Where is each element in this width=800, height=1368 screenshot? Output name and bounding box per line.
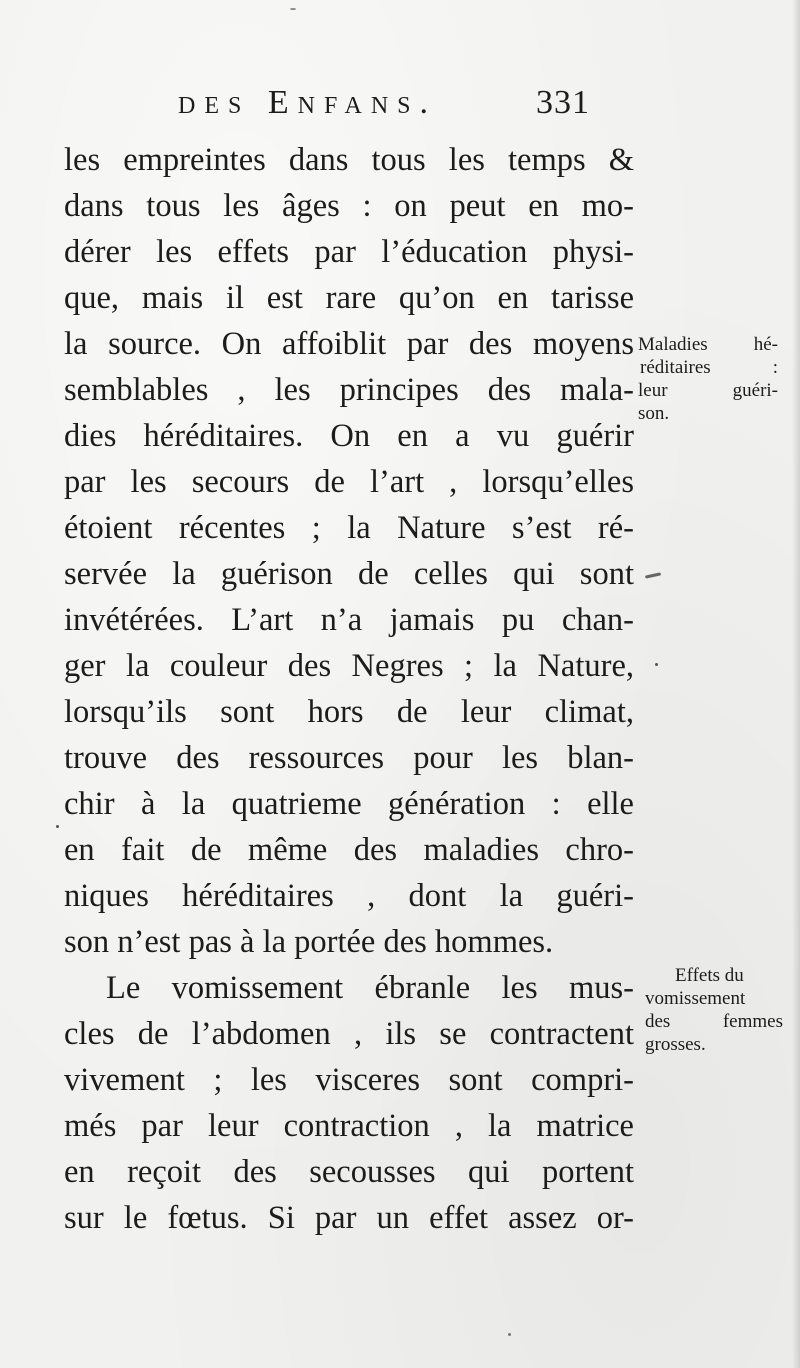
page-number: 331 — [536, 84, 590, 121]
text-line: ger la couleur des Negres ; la Nature, — [64, 648, 634, 684]
text-line: dans tous les âges : on peut en mo- — [64, 188, 634, 224]
text-line: més par leur contraction , la matrice — [64, 1108, 634, 1144]
ink-speck — [56, 825, 59, 828]
margin-note-line: son. — [638, 403, 670, 424]
text-line: dies héréditaires. On en a vu guérir — [64, 418, 634, 454]
text-line: en fait de même des maladies chro- — [64, 832, 634, 868]
margin-note-vomiting-effects — [645, 964, 783, 1056]
text-line: étoient récentes ; la Nature s’est ré- — [64, 510, 634, 546]
text-line: servée la guérison de celles qui sont — [64, 556, 634, 592]
margin-note-line: grosses. — [645, 1034, 706, 1055]
text-line: par les secours de l’art , lorsqu’elles — [64, 464, 634, 500]
margin-note-hereditary-diseases — [638, 333, 778, 425]
text-line: lorsqu’ils sont hors de leur climat, — [64, 694, 634, 730]
margin-note-line: des femmes — [645, 1011, 783, 1032]
running-head — [178, 84, 628, 134]
text-line: la source. On affoiblit par des moyens — [64, 326, 634, 362]
margin-note-line: réditaires : — [640, 357, 778, 378]
text-line: semblables , les principes des mala- — [64, 372, 634, 408]
text-line: vivement ; les visceres sont compri- — [64, 1062, 634, 1098]
ink-speck — [508, 1333, 511, 1336]
ink-speck — [645, 572, 661, 578]
margin-note-line: vomissement — [645, 988, 746, 1009]
body-text — [64, 137, 634, 1241]
text-line: dérer les effets par l’éducation physi- — [64, 234, 634, 270]
ink-speck — [655, 663, 658, 666]
text-line: niques héréditaires , dont la guéri- — [64, 878, 634, 914]
text-line: que, mais il est rare qu’on en tarisse — [64, 280, 634, 316]
text-line: les empreintes dans tous les temps & — [64, 142, 634, 178]
page-edge-shadow — [792, 0, 800, 1368]
margin-note-line: leur guéri- — [638, 380, 778, 401]
text-line: son n’est pas à la portée des hommes. — [64, 924, 554, 960]
margin-note-line: Maladies hé- — [638, 334, 778, 355]
text-line: chir à la quatrieme génération : elle — [64, 786, 634, 822]
text-line: en reçoit des secousses qui portent — [64, 1154, 634, 1190]
running-head-title: des Enfans. — [178, 84, 438, 121]
text-line: trouve des ressources pour les blan- — [64, 740, 634, 776]
ink-speck — [290, 8, 296, 10]
margin-note-line: Effets du — [675, 965, 744, 986]
text-line: cles de l’abdomen , ils se contractent — [64, 1016, 634, 1052]
text-line: sur le fœtus. Si par un effet assez or- — [64, 1200, 634, 1236]
text-line: invétérées. L’art n’a jamais pu chan- — [64, 602, 634, 638]
paragraph-first-line: Le vomissement ébranle les mus- — [106, 970, 634, 1006]
